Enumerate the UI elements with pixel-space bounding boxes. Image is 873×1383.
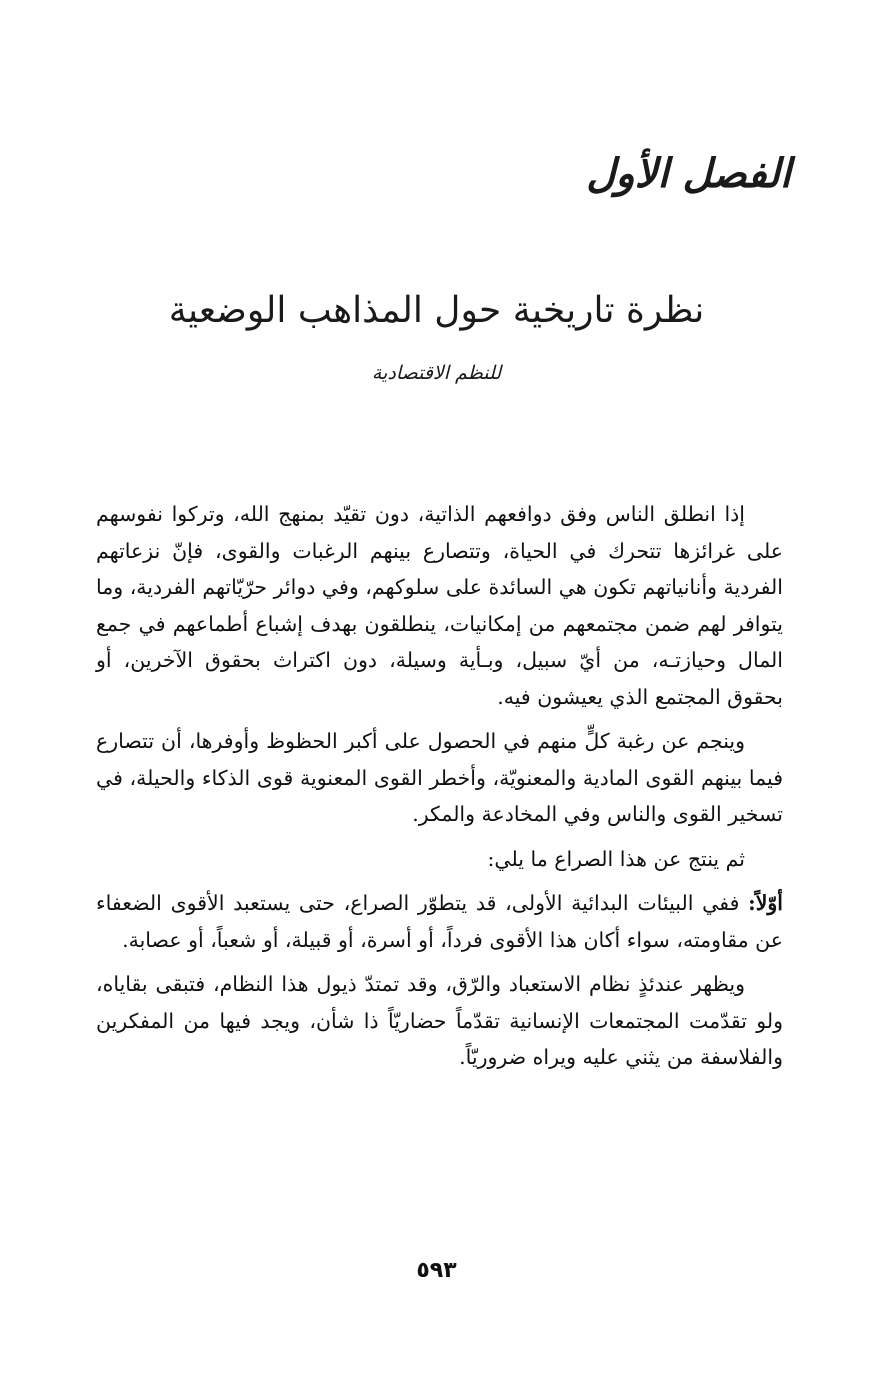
paragraph-4-lead: أوّلاً: xyxy=(748,891,783,915)
paragraph-4 xyxy=(96,885,783,958)
paragraph-5: ويظهر عندئذٍ نظام الاستعباد والرّق، وقد تمتدّ ذيول هذا النظام، فتبقى بقاياه، ولو تقدّمت المجتمعات الإنسانية تقدّماً حضاريّاً ذا شأن، ويجد فيها من المفكرين والفلاسفة من يثني عليه ويراه ضروريّاً. xyxy=(96,972,783,1069)
page-number: ٥٩٣ xyxy=(416,1258,457,1283)
paragraph-4-text: ففي البيئات البدائية الأولى، قد يتطوّر الصراع، حتى يستعبد الأقوى الضعفاء عن مقاومته، سواء أكان هذا الأقوى فرداً، أو أسرة، أو قبيلة، أو شعباً، أو عصابة. xyxy=(96,891,783,952)
section-heading: نظرة تاريخية حول المذاهب الوضعية xyxy=(168,290,705,331)
section-subheading: للنظم الاقتصادية xyxy=(371,362,502,384)
paragraph-3: ثم ينتج عن هذا الصراع ما يلي: xyxy=(487,846,745,871)
paragraph-2: وينجم عن رغبة كلٍّ منهم في الحصول على أكبر الحظوظ وأوفرها، أن تتصارع فيما بينهم القوى المادية والمعنويّة، وأخطر القوى المعنوية قوى الذكاء والحيلة، في تسخير القوى والناس وفي المخادعة والمكر. xyxy=(96,729,783,826)
body-text xyxy=(96,496,783,1084)
chapter-title: الفصل الأول xyxy=(586,150,791,197)
paragraph-1: إذا انطلق الناس وفق دوافعهم الذاتية، دون تقيّد بمنهج الله، وتركوا نفوسهم على غرائزها تتحرك في الحياة، وتتصارع بينهم الرغبات والقوى، فإنّ نزعاتهم الفردية وأنانياتهم تكون هي السائدة على سلوكهم، وفي دوائر حرّيّاتهم الفردية، وما يتوافر لهم ضمن مجتمعهم من إمكانيات، ينطلقون بهدف إشباع أطماعهم في جمع المال وحيازتـه، من أيّ سبيل، وبـأية وسيلة، دون اكتراث بحقوق الآخرين، أو بحقوق المجتمع الذي يعيشون فيه. xyxy=(96,502,783,709)
